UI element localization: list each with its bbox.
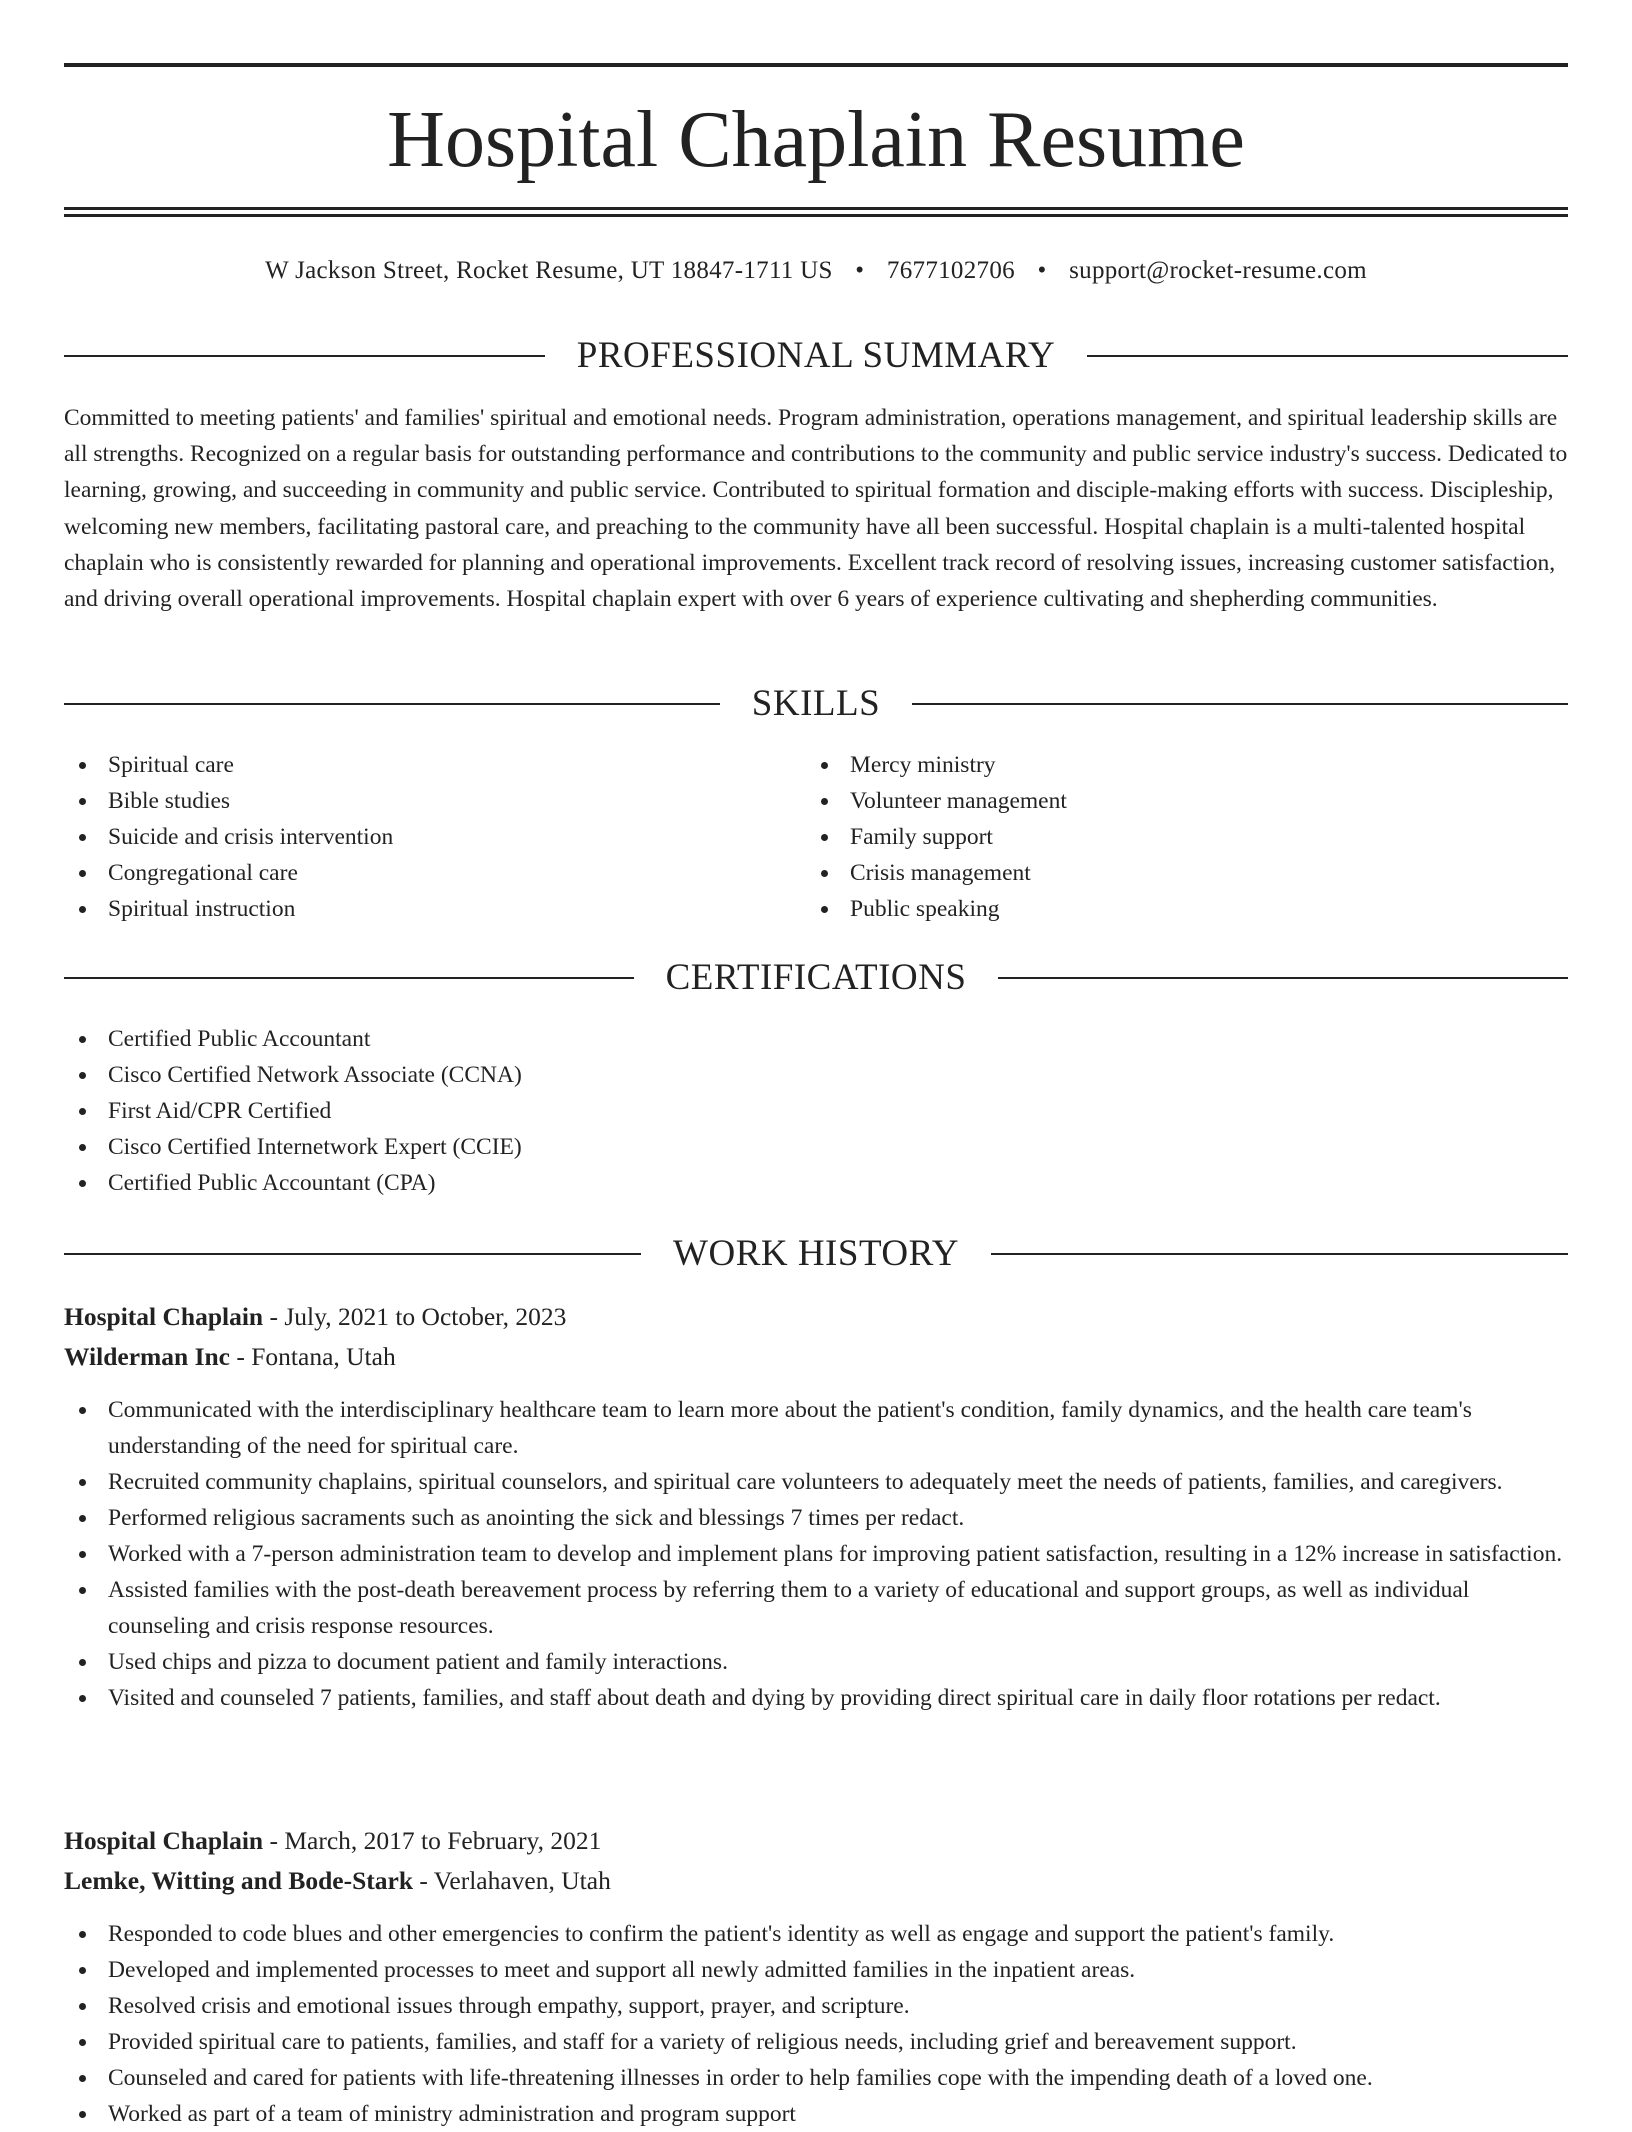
job-dates: - July, 2021 to October, 2023 xyxy=(269,1302,567,1331)
job-title: Hospital Chaplain xyxy=(64,1826,264,1855)
skills-heading: SKILLS xyxy=(751,683,881,724)
job-bullets xyxy=(64,1916,1568,2132)
heading-rule xyxy=(64,355,545,357)
skill-item: Family support xyxy=(806,819,1568,855)
work-heading: WORK HISTORY xyxy=(673,1233,959,1274)
job-bullet: Recruited community chaplains, spiritual counselors, and spiritual care volunteers to adequately meet the needs of patients, families, and caregivers. xyxy=(64,1464,1568,1500)
job-bullet: Worked with a 7-person administration team to develop and implement plans for improving patient satisfaction, resulting in a 12% increase in satisfaction. xyxy=(64,1536,1568,1572)
job-bullet: Visited and counseled 7 patients, families, and staff about death and dying by providing direct spiritual care in daily floor rotations per redact. xyxy=(64,1680,1568,1716)
certifications-heading: CERTIFICATIONS xyxy=(665,957,967,998)
skill-item: Mercy ministry xyxy=(806,747,1568,783)
job-dates: - March, 2017 to February, 2021 xyxy=(269,1826,602,1855)
heading-rule xyxy=(1087,355,1568,357)
summary-heading-row xyxy=(64,333,1568,379)
job-bullet: Assisted families with the post-death bereavement process by referring them to a variety of educational and support groups, as well as individual counseling and crisis response resources. xyxy=(64,1572,1568,1644)
job-bullet: Performed religious sacraments such as anointing the sick and blessings 7 times per redact. xyxy=(64,1500,1568,1536)
certification-item: Cisco Certified Network Associate (CCNA) xyxy=(64,1057,1568,1093)
job-bullet: Communicated with the interdisciplinary healthcare team to learn more about the patient's condition, family dynamics, and the health care team's understanding of the need for spiritual care. xyxy=(64,1392,1568,1464)
skill-item: Crisis management xyxy=(806,855,1568,891)
contact-phone: 7677102706 xyxy=(886,257,1015,284)
contact-separator: • xyxy=(1037,257,1047,284)
job-company-line xyxy=(64,1337,1568,1377)
job-bullet: Worked as part of a team of ministry administration and program support xyxy=(64,2096,1568,2132)
title-double-rule xyxy=(64,207,1568,217)
job-bullet: Developed and implemented processes to meet and support all newly admitted families in the inpatient areas. xyxy=(64,1952,1568,1988)
heading-rule xyxy=(64,1253,641,1255)
skill-item: Congregational care xyxy=(64,855,806,891)
job-bullet: Responded to code blues and other emergencies to confirm the patient's identity as well as engage and support the patient's family. xyxy=(64,1916,1568,1952)
job-company: Wilderman Inc xyxy=(64,1342,230,1371)
summary-heading: PROFESSIONAL SUMMARY xyxy=(576,335,1056,376)
skill-item: Volunteer management xyxy=(806,783,1568,819)
certification-item: Certified Public Accountant xyxy=(64,1021,1568,1057)
job-bullet: Provided spiritual care to patients, families, and staff for a variety of religious needs, including grief and bereavement support. xyxy=(64,2024,1568,2060)
skill-item: Spiritual care xyxy=(64,747,806,783)
contact-address: W Jackson Street, Rocket Resume, UT 18847-1711 US xyxy=(265,257,833,284)
skill-item: Public speaking xyxy=(806,891,1568,927)
contact-email: support@rocket-resume.com xyxy=(1069,257,1367,284)
heading-rule xyxy=(64,703,720,705)
skills-list-left xyxy=(64,747,806,927)
heading-rule xyxy=(998,977,1568,979)
summary-text: Committed to meeting patients' and families' spiritual and emotional needs. Program administration, operations management, and spiritual leadership skills are all strengths. Recognized on a regular basis for outstanding performance and contributions to the community and public service industry's success. Dedicated to learning, growing, and succeeding in community and public service. Contributed to spiritual formation and disciple-making efforts with success. Discipleship, welcoming new members, facilitating pastoral care, and preaching to the community have all been successful. Hospital chaplain is a multi-talented hospital chaplain who is consistently rewarded for planning and operational improvements. Excellent track record of resolving issues, increasing customer satisfaction, and driving overall operational improvements. Hospital chaplain expert with over 6 years of experience cultivating and shepherding communities. xyxy=(64,405,1568,613)
certifications-heading-row xyxy=(64,955,1568,1001)
job-title-line xyxy=(64,1297,1568,1337)
job-location: - Fontana, Utah xyxy=(236,1342,396,1371)
job-title-line xyxy=(64,1821,1568,1861)
skills-heading-row xyxy=(64,681,1568,727)
skill-item: Spiritual instruction xyxy=(64,891,806,927)
job-title: Hospital Chaplain xyxy=(64,1302,264,1331)
job-bullet: Resolved crisis and emotional issues through empathy, support, prayer, and scripture. xyxy=(64,1988,1568,2024)
certification-item: Certified Public Accountant (CPA) xyxy=(64,1165,1568,1201)
job-bullets xyxy=(64,1392,1568,1716)
skills-list-right xyxy=(806,747,1568,927)
contact-separator: • xyxy=(855,257,865,284)
certification-item: Cisco Certified Internetwork Expert (CCIE) xyxy=(64,1129,1568,1165)
certifications-list xyxy=(64,1021,1568,1201)
skill-item: Bible studies xyxy=(64,783,806,819)
top-rule xyxy=(64,63,1568,67)
job-company-line xyxy=(64,1861,1568,1901)
heading-rule xyxy=(64,977,634,979)
contact-line xyxy=(64,254,1568,288)
job-company: Lemke, Witting and Bode-Stark xyxy=(64,1866,414,1895)
job-location: - Verlahaven, Utah xyxy=(419,1866,611,1895)
skill-item: Suicide and crisis intervention xyxy=(64,819,806,855)
job-bullet: Counseled and cared for patients with life-threatening illnesses in order to help families cope with the impending death of a loved one. xyxy=(64,2060,1568,2096)
job-bullet: Used chips and pizza to document patient and family interactions. xyxy=(64,1644,1568,1680)
resume-title: Hospital Chaplain Resume xyxy=(387,96,1245,184)
heading-rule xyxy=(991,1253,1568,1255)
heading-rule xyxy=(912,703,1568,705)
certification-item: First Aid/CPR Certified xyxy=(64,1093,1568,1129)
work-heading-row xyxy=(64,1231,1568,1277)
